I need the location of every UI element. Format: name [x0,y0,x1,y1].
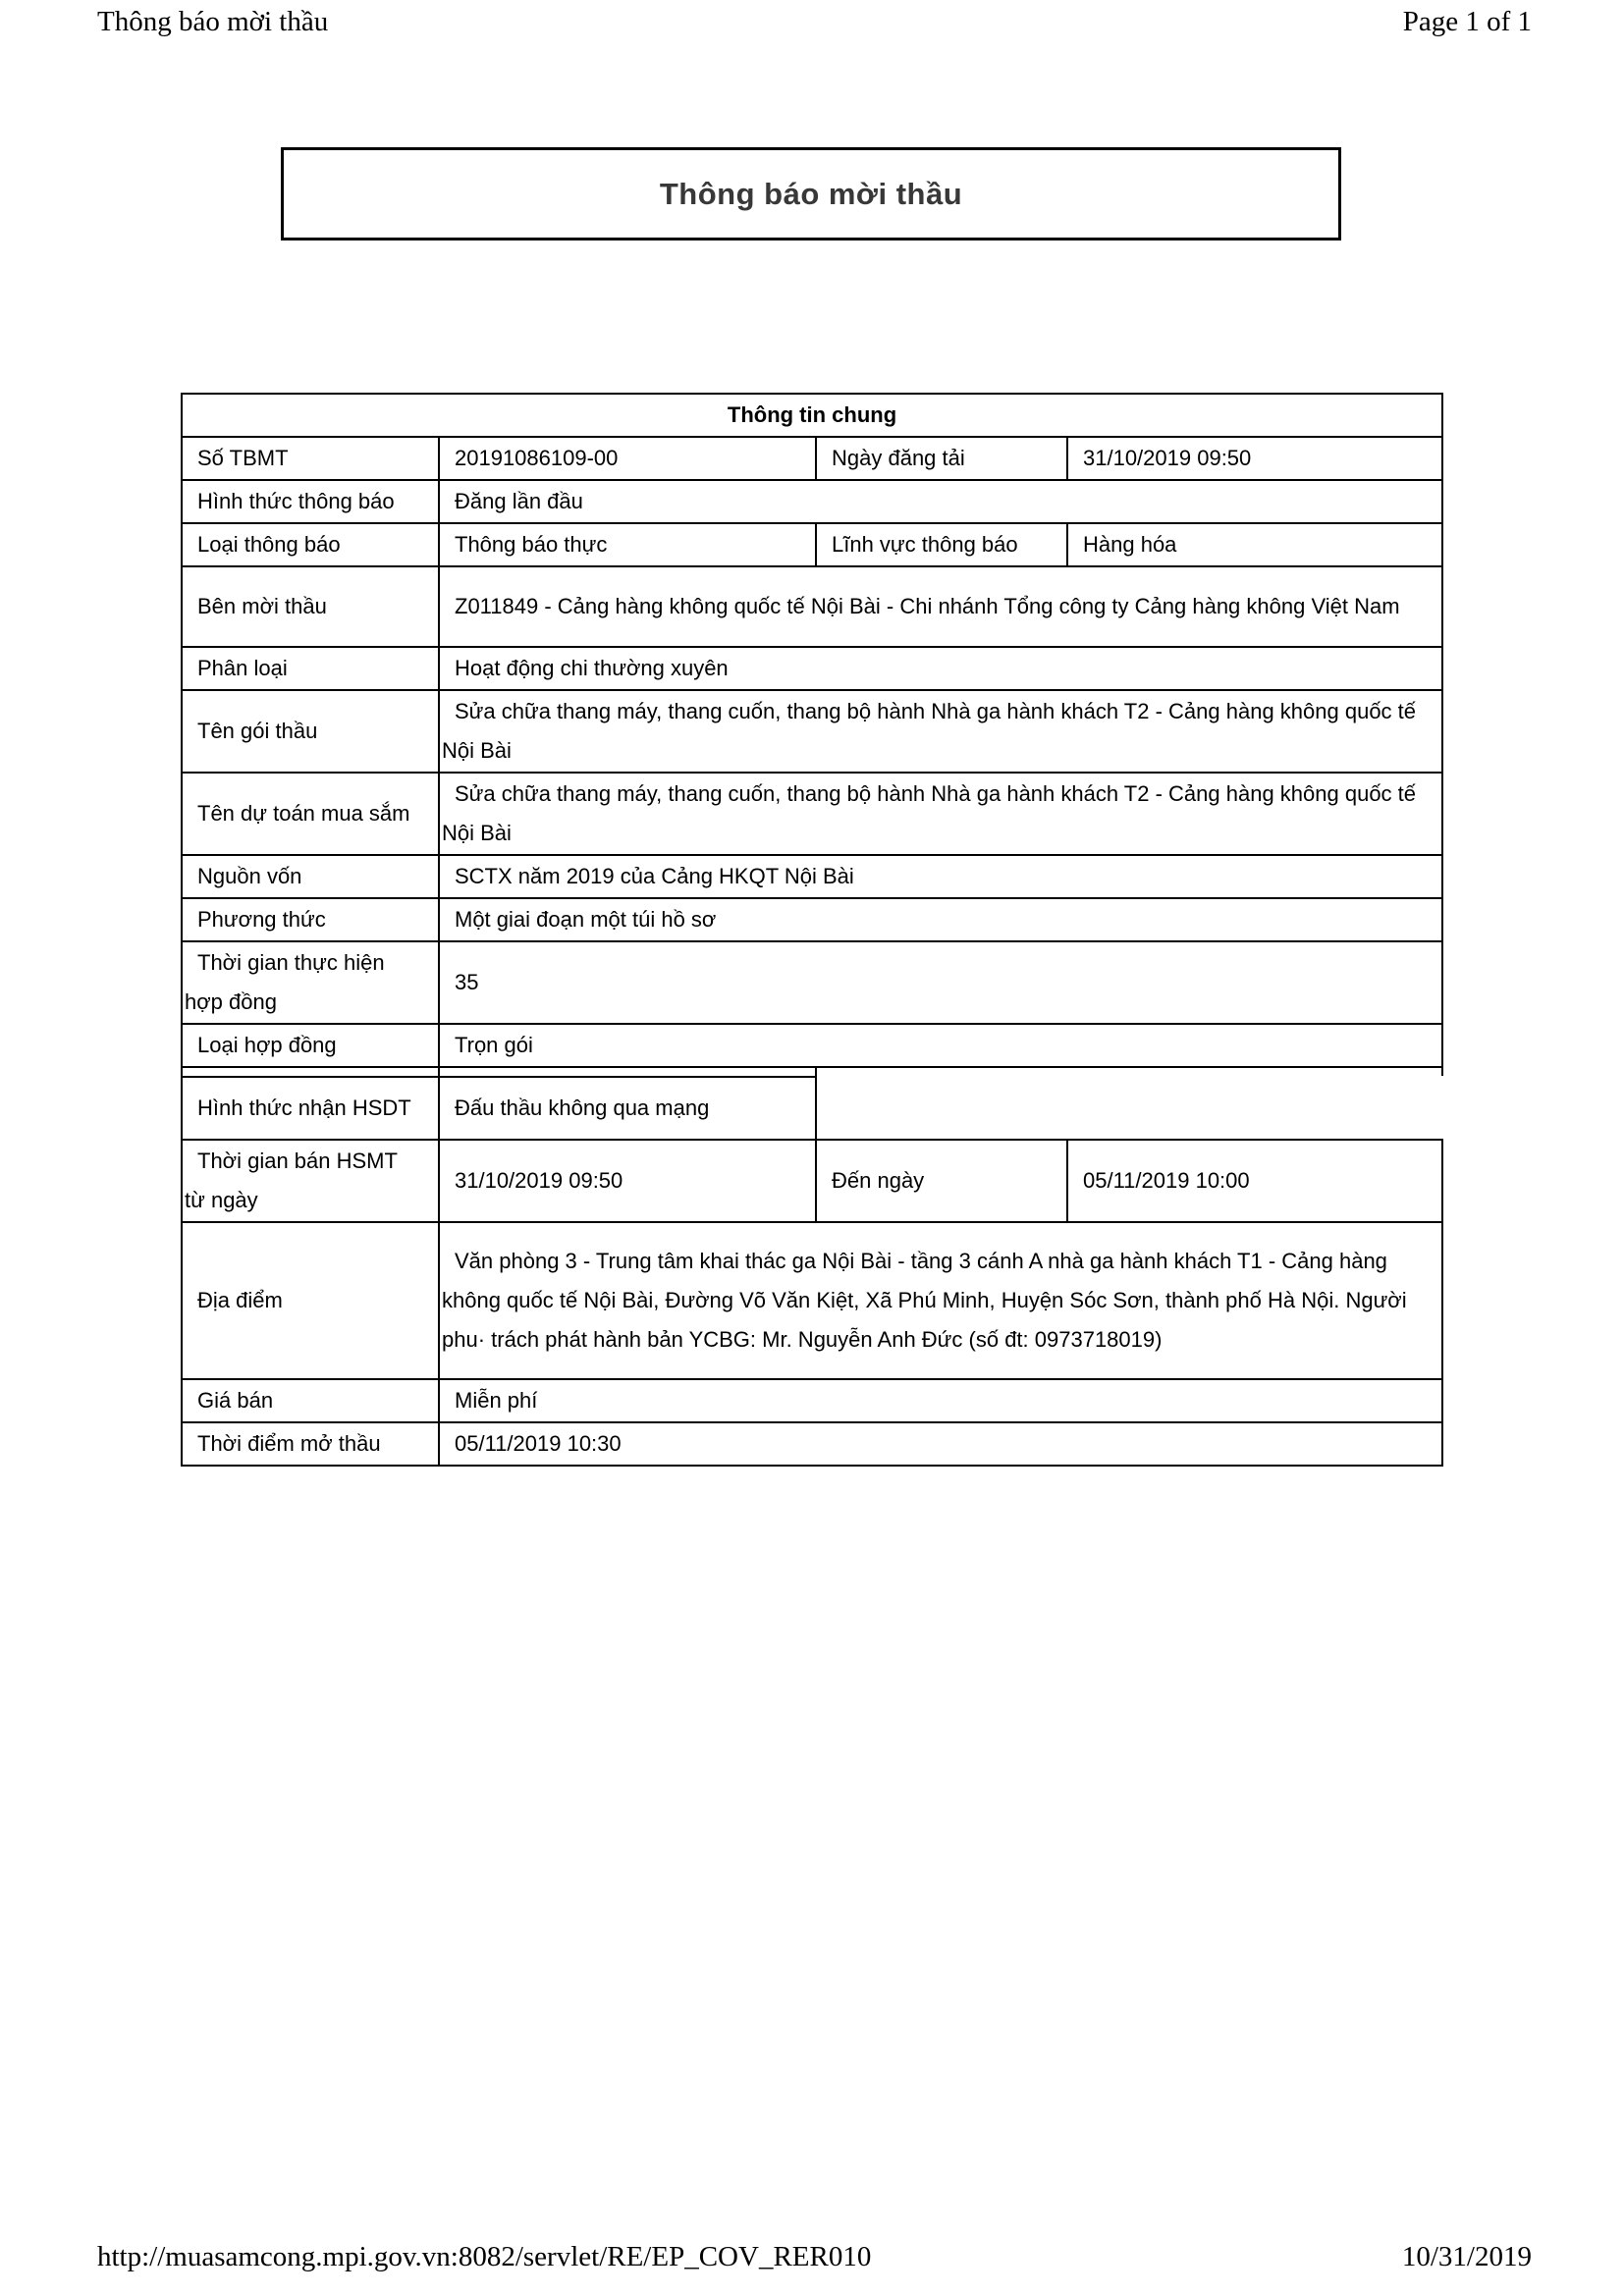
field-value: 05/11/2019 10:00 [1067,1140,1442,1222]
field-value: Thông báo thực [439,523,816,566]
field-label: Phân loại [182,647,439,690]
field-label: Hình thức nhận HSDT [182,1077,439,1140]
field-label: Thời gian thực hiện hợp đồng [182,941,439,1024]
field-label: Hình thức thông báo [182,480,439,523]
table-title: Thông tin chung [182,394,1442,437]
field-label: Giá bán [182,1379,439,1422]
field-label: Thời gian bán HSMT từ ngày [182,1140,439,1222]
page-number: Page 1 of 1 [1402,6,1532,37]
field-label: Bên mời thầu [182,566,439,647]
field-value: Một giai đoạn một túi hồ sơ [439,898,1442,941]
table-row [182,437,1442,480]
field-label: Thời điểm mở thầu [182,1422,439,1466]
table-row [182,566,1442,647]
table-row [182,1077,1442,1140]
general-info-table [181,393,1443,1111]
field-label: Tên gói thầu [182,690,439,773]
document-title: Thông báo mời thầu [659,176,963,211]
table-row [182,1422,1442,1466]
table-row [182,941,1442,1024]
field-label: Phương thức [182,898,439,941]
table-row [182,480,1442,523]
field-value: 20191086109-00 [439,437,816,480]
field-value: Đăng lần đầu [439,480,1442,523]
field-value: Z011849 - Cảng hàng không quốc tế Nội Bài - Chi nhánh Tổng công ty Cảng hàng không Việt Nam [439,566,1442,647]
table-row [182,1024,1442,1067]
document-title-box [281,147,1341,240]
field-value: Văn phòng 3 - Trung tâm khai thác ga Nội Bài - tầng 3 cánh A nhà ga hành khách T1 - Cảng hàng không quốc tế Nội Bài, Đường Võ Văn Kiệt, Xã Phú Minh, Huyện Sóc Sơn, thành phố Hà Nội. Người phu· trách phát hành bản YCBG: Mr. Nguyễn Anh Đức (số đt: 0973718019) [439,1222,1442,1379]
footer-date: 10/31/2019 [1401,2241,1532,2272]
table-row [182,855,1442,898]
field-value: 05/11/2019 10:30 [439,1422,1442,1466]
field-label: Tên dự toán mua sắm [182,773,439,855]
field-label: Lĩnh vực thông báo [816,523,1067,566]
empty-area [816,1077,1442,1140]
table-row [182,647,1442,690]
page-header-title: Thông báo mời thầu [97,6,329,37]
field-value: 35 [439,941,1442,1024]
bidding-info-table [181,1076,1443,1467]
field-value: 31/10/2019 09:50 [439,1140,816,1222]
field-label: Đến ngày [816,1140,1067,1222]
field-label: Loại hợp đồng [182,1024,439,1067]
table-row [182,773,1442,855]
field-value: Hàng hóa [1067,523,1442,566]
footer-url: http://muasamcong.mpi.gov.vn:8082/servlet/RE/EP_COV_RER010 [97,2241,872,2272]
table-row [182,1140,1442,1222]
field-value: Miễn phí [439,1379,1442,1422]
field-label: Ngày đăng tải [816,437,1067,480]
field-label: Địa điểm [182,1222,439,1379]
field-value: Đấu thầu không qua mạng [439,1077,816,1140]
field-value: 31/10/2019 09:50 [1067,437,1442,480]
field-value: Sửa chữa thang máy, thang cuốn, thang bộ hành Nhà ga hành khách T2 - Cảng hàng không quốc tế Nội Bài [439,773,1442,855]
table-row [182,523,1442,566]
field-value: Trọn gói [439,1024,1442,1067]
field-value: Hoạt động chi thường xuyên [439,647,1442,690]
table-row [182,898,1442,941]
field-value: Sửa chữa thang máy, thang cuốn, thang bộ hành Nhà ga hành khách T2 - Cảng hàng không quốc tế Nội Bài [439,690,1442,773]
field-value: SCTX năm 2019 của Cảng HKQT Nội Bài [439,855,1442,898]
field-label: Nguồn vốn [182,855,439,898]
field-label: Loại thông báo [182,523,439,566]
table-row [182,1379,1442,1422]
field-label: Số TBMT [182,437,439,480]
table-row [182,1222,1442,1379]
table-header-row [182,394,1442,437]
table-row [182,690,1442,773]
